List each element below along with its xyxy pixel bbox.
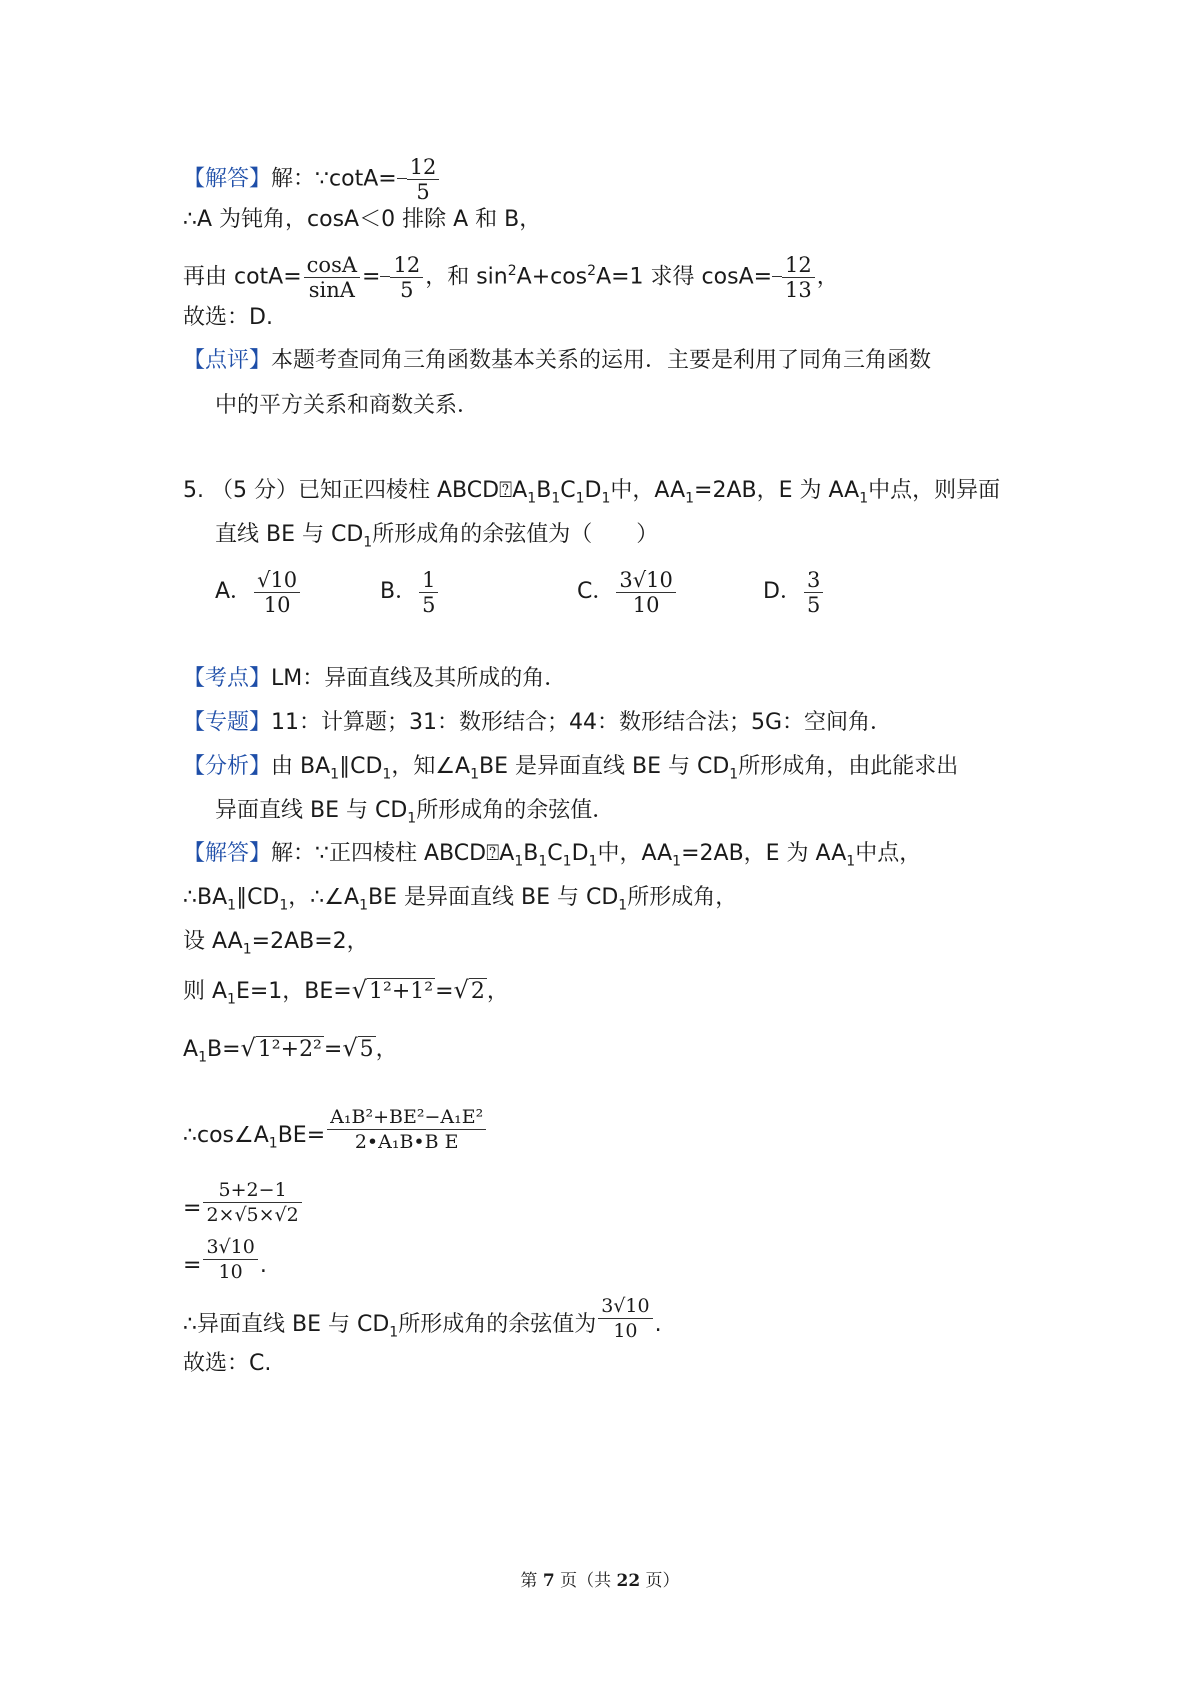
answer-line5: $A_1B=√1^2+2^2=√5$， <box>183 1034 398 1066</box>
sqrt-1-4: √1²+2² <box>240 1034 322 1062</box>
topic-line: 【专题】11：计算题；31：数形结合；44：数形结合法；5G：空间角． <box>183 710 893 735</box>
answer-line1: 【解答】解：∵正四棱柱 $ABCD⍰A_1B_1C_1D_1$中，$AA_1=2AB$，E 为 $AA_1$中点， <box>183 841 922 870</box>
sqrt-1-1: √1²+1² <box>351 976 434 1004</box>
answer-line6: $\therefore\cos\angle A_1BE=$ $\frac{\text{A₁B²+BE²−A₁E²}}{\text{2•A₁B•B E}}$ <box>183 1105 488 1145</box>
topic-tag: 【专题】 <box>183 710 272 735</box>
prev-answer-line4: 故选：D. <box>183 305 273 330</box>
option-a[interactable]: A． $\frac{√10}{10}$ <box>215 568 302 617</box>
answer-line3: 设 $AA_1=2AB=2$， <box>183 929 369 958</box>
answer-line9: ∴异面直线 BE 与 $CD_1$所形成角的余弦值为 $\frac{3√10}{10}$ . <box>183 1295 662 1342</box>
result-fraction: $\frac{3√10}{10}$ <box>203 1235 257 1284</box>
cos-over-sin-fraction: $\frac{\cos A}{\sin A}$ <box>304 253 360 302</box>
sqrt-2: √2 <box>453 976 485 1004</box>
answer-line10: 故选：C. <box>183 1351 272 1376</box>
comment-tag: 【点评】 <box>183 348 272 373</box>
page-footer: 第 7 页（共 22 页） <box>520 1571 680 1591</box>
analysis-line1: 【分析】由 $BA_1\parallel CD_1$，知$\angle A_1BE$ 是异面直线 BE 与 $CD_1$所形成角，由此能求出 <box>183 754 959 783</box>
comment-line2: 中的平方关系和商数关系． <box>215 393 480 418</box>
prev-answer-line2: ∴A 为钝角，cosA＜0 排除 A 和 B， <box>183 207 542 232</box>
option-d[interactable]: D． $\frac{3}{5}$ <box>763 568 825 617</box>
cot-fraction: $\frac{12}{5}$ <box>407 155 440 204</box>
q5-stem-line2: 直线 BE 与 $CD_1$所形成角的余弦值为（ ） <box>215 522 659 551</box>
analysis-tag: 【分析】 <box>183 754 272 779</box>
prev-answer-line1: 【解答】解：∵cotA= $\frac{12}{5}$ <box>183 155 441 185</box>
answer-line8: = $\frac{3√10}{10}$ . <box>183 1236 267 1283</box>
answer-line7: = $\frac{5+2-1}{2\times√5\times√2}$ <box>183 1178 304 1218</box>
answer-line4: 则 $A_1E=1$，BE=√1²+1²=√2， <box>183 976 509 1008</box>
cosA-fraction: $\frac{12}{13}$ <box>782 253 815 302</box>
point-line: 【考点】LM：异面直线及其所成的角． <box>183 666 567 691</box>
numeric-fraction: $\frac{5+2-1}{2\times√5\times√2}$ <box>203 1178 301 1227</box>
comment-line1: 【点评】本题考查同角三角函数基本关系的运用．主要是利用了同角三角函数 <box>183 348 932 373</box>
sqrt-5: √5 <box>342 1034 374 1062</box>
option-c[interactable]: C． $\frac{3√10}{10}$ <box>577 568 678 617</box>
option-b[interactable]: B． $\frac{1}{5}$ <box>380 568 440 617</box>
q5-stem-line1: 5. （5 分）已知正四棱柱 $ABCD⍰A_1B_1C_1D_1$中，$AA_1=2AB$，E 为 $AA_1$中点，则异面 <box>183 478 1001 507</box>
prev-answer-line3: 再由 cotA= $\frac{\cos A}{\sin A}$ = $\frac{12}{5}$ ，和 $\sin^2A+\cos^2A=1$ 求得 cosA= $\frac{12}{13}$ ， <box>183 253 839 302</box>
analysis-line2: 异面直线 BE 与 $CD_1$所形成角的余弦值． <box>215 798 615 827</box>
final-fraction: $\frac{3√10}{10}$ <box>598 1294 652 1343</box>
answer-tag: 【解答】 <box>183 166 272 192</box>
cos-law-fraction: $\frac{\text{A₁B²+BE²−A₁E²}}{\text{2•A₁B•B E}}$ <box>327 1105 486 1154</box>
answer-tag-q5: 【解答】 <box>183 841 272 866</box>
point-tag: 【考点】 <box>183 666 272 691</box>
answer-line2: $\therefore BA_1\parallel CD_1$，$\therefore\angle A_1BE$ 是异面直线 BE 与 $CD_1$所形成角， <box>183 885 738 914</box>
neg-12-5-fraction: $\frac{12}{5}$ <box>390 253 423 302</box>
